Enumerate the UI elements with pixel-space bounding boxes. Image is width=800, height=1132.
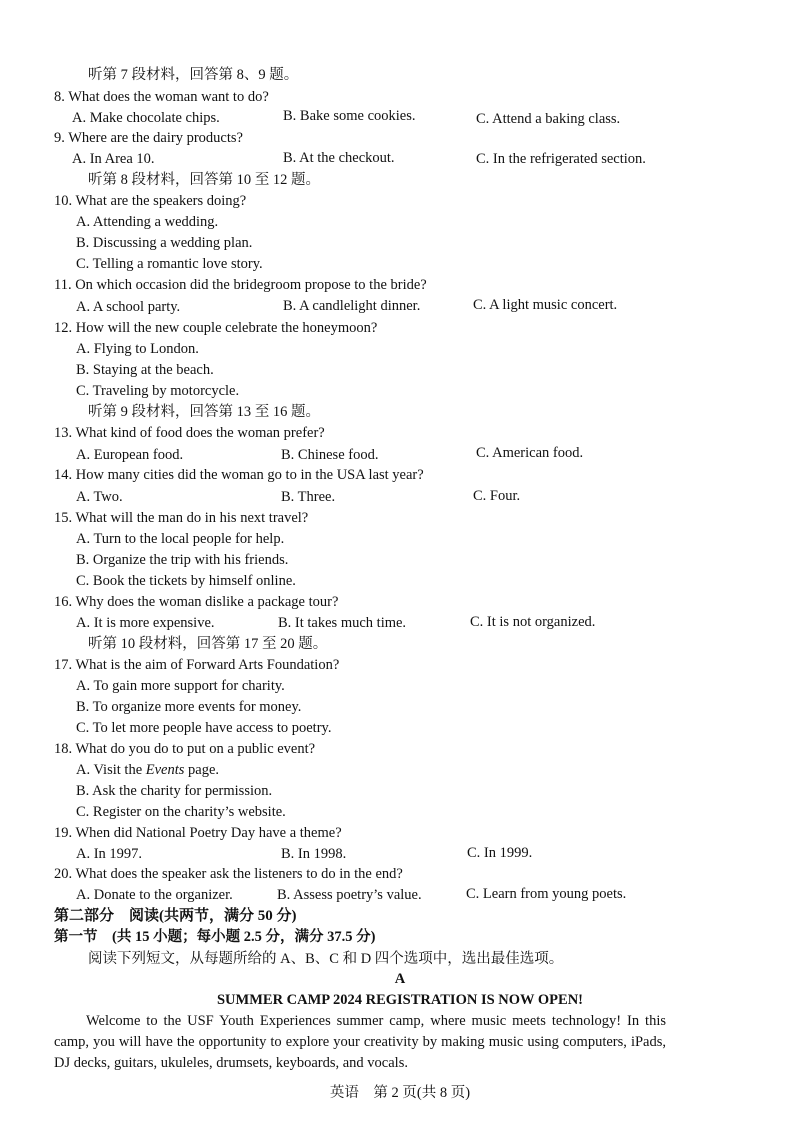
q9-option-a: A. In Area 10. xyxy=(72,151,155,167)
q18-option-a-emphasis: Events xyxy=(145,762,185,778)
q10-option-c: C. Telling a romantic love story. xyxy=(76,256,263,272)
question-19: 19. When did National Poetry Day have a theme? xyxy=(54,825,342,841)
q16-option-b: B. It takes much time. xyxy=(278,615,407,631)
q16-option-a: A. It is more expensive. xyxy=(76,615,215,631)
passage-title: SUMMER CAMP 2024 REGISTRATION IS NOW OPEN! xyxy=(216,992,584,1008)
question-14: 14. How many cities did the woman go to in the USA last year? xyxy=(54,467,424,483)
q18-option-b: B. Ask the charity for permission. xyxy=(76,783,273,799)
q20-option-c: C. Learn from young poets. xyxy=(466,886,627,902)
section10-instruction: 听第 10 段材料，回答第 17 至 20 题。 xyxy=(88,636,328,652)
q12-option-b: B. Staying at the beach. xyxy=(76,362,214,378)
q8-option-b: B. Bake some cookies. xyxy=(283,108,416,124)
q14-option-b: B. Three. xyxy=(281,489,336,505)
question-16: 16. Why does the woman dislike a package tour? xyxy=(54,594,339,610)
q12-option-c: C. Traveling by motorcycle. xyxy=(76,383,240,399)
q8-option-a: A. Make chocolate chips. xyxy=(72,110,220,126)
reading-instruction: 阅读下列短文，从每题所给的 A、B、C 和 D 四个选项中，选出最佳选项。 xyxy=(88,951,564,967)
q18-option-a-pre: A. Visit the xyxy=(76,762,146,778)
q19-option-b: B. In 1998. xyxy=(281,846,347,862)
q18-option-c: C. Register on the charity’s website. xyxy=(76,804,286,820)
question-20: 20. What does the speaker ask the listeners to do in the end? xyxy=(54,866,403,882)
q15-option-b: B. Organize the trip with his friends. xyxy=(76,552,289,568)
q18-option-a-post: page. xyxy=(184,762,220,778)
section9-instruction: 听第 9 段材料，回答第 13 至 16 题。 xyxy=(88,404,320,420)
q13-option-b: B. Chinese food. xyxy=(281,447,379,463)
q8-option-c: C. Attend a baking class. xyxy=(476,111,621,127)
section1-title: 第一节 (共 15 小题；每小题 2.5 分，满分 37.5 分) xyxy=(54,929,376,945)
q20-option-b: B. Assess poetry’s value. xyxy=(277,887,422,903)
q14-option-c: C. Four. xyxy=(473,488,521,504)
q11-option-a: A. A school party. xyxy=(76,299,181,315)
q15-option-a: A. Turn to the local people for help. xyxy=(76,531,285,547)
q18-option-a xyxy=(76,761,219,779)
q13-option-c: C. American food. xyxy=(476,445,584,461)
q16-option-c: C. It is not organized. xyxy=(470,614,596,630)
q17-option-b: B. To organize more events for money. xyxy=(76,699,302,715)
q11-option-c: C. A light music concert. xyxy=(473,297,618,313)
q12-option-a: A. Flying to London. xyxy=(76,341,199,357)
q19-option-a: A. In 1997. xyxy=(76,846,143,862)
question-15: 15. What will the man do in his next travel? xyxy=(54,510,309,526)
passage-letter: A xyxy=(394,971,406,987)
question-18: 18. What do you do to put on a public event? xyxy=(54,741,316,757)
q20-option-a: A. Donate to the organizer. xyxy=(76,887,233,903)
question-10: 10. What are the speakers doing? xyxy=(54,193,247,209)
q19-option-c: C. In 1999. xyxy=(467,845,533,861)
q13-option-a: A. European food. xyxy=(76,447,184,463)
question-13: 13. What kind of food does the woman prefer? xyxy=(54,425,325,441)
q9-option-c: C. In the refrigerated section. xyxy=(476,151,646,167)
q10-option-b: B. Discussing a wedding plan. xyxy=(76,235,253,251)
q17-option-c: C. To let more people have access to poetry. xyxy=(76,720,332,736)
question-17: 17. What is the aim of Forward Arts Foundation? xyxy=(54,657,340,673)
question-9: 9. Where are the dairy products? xyxy=(54,130,243,146)
section7-instruction: 听第 7 段材料，回答第 8、9 题。 xyxy=(88,67,299,83)
question-8: 8. What does the woman want to do? xyxy=(54,89,269,105)
page-footer: 英语 第 2 页(共 8 页) xyxy=(329,1085,471,1101)
part2-title: 第二部分 阅读(共两节，满分 50 分) xyxy=(54,908,297,924)
q17-option-a: A. To gain more support for charity. xyxy=(76,678,285,694)
q10-option-a: A. Attending a wedding. xyxy=(76,214,219,230)
section8-instruction: 听第 8 段材料，回答第 10 至 12 题。 xyxy=(88,172,320,188)
question-12: 12. How will the new couple celebrate the honeymoon? xyxy=(54,320,378,336)
q15-option-c: C. Book the tickets by himself online. xyxy=(76,573,296,589)
q9-option-b: B. At the checkout. xyxy=(283,150,395,166)
passage-paragraph: Welcome to the USF Youth Experiences summer camp, where music meets technology! In this camp, you will have the opportunity to explore your creativity by making music using computers, iPads, DJ decks, guitars, ukuleles, drumsets, keyboards, and vocals. xyxy=(54,1013,666,1071)
q11-option-b: B. A candlelight dinner. xyxy=(283,298,421,314)
question-11: 11. On which occasion did the bridegroom propose to the bride? xyxy=(54,277,427,293)
q14-option-a: A. Two. xyxy=(76,489,123,505)
